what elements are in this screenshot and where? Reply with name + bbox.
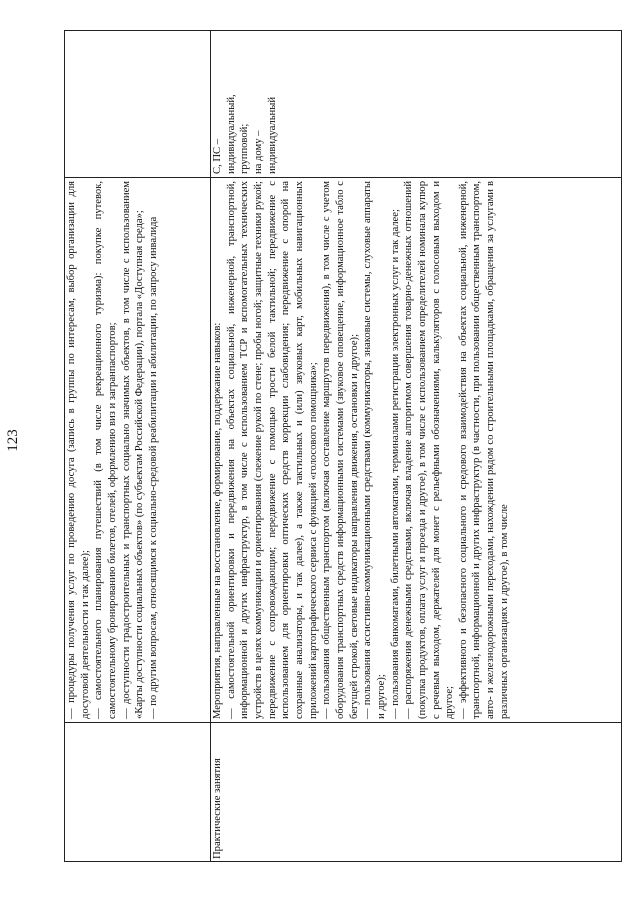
table-row (64, 30, 211, 862)
row1-item: — по другим вопросам, относящимся к социально-средовой реабилитации и абилитации, по запросу инвалида (147, 216, 159, 719)
page-number-text: 123 (4, 429, 21, 452)
row2-form-cell (210, 30, 622, 177)
table-row (210, 30, 622, 862)
form-line: на дому – (252, 130, 264, 174)
form-line: индивидуальный, (225, 94, 237, 174)
row2-item: — пользования банкоматами, билетными автоматами, терминалами регистрации электронных услуг и так далее; (389, 209, 401, 719)
row2-section-cell (210, 722, 622, 862)
rotated-page (64, 30, 622, 862)
row2-item: — пользования общественным транспортом (включая составление маршрутов передвижения), в том числе с учетом оборудования транспортных средств информационными системами (звуковое оповещение, информационное табло с бегущей строкой, световые индикаторы направления движения, остановки и другое); (321, 181, 360, 719)
row2-item: — пользования ассистивно-коммуникационными средствами (коммуникаторы, знаковые системы, слуховые аппараты и другое); (362, 181, 387, 719)
services-table (64, 30, 622, 862)
row2-intro: Мероприятия, направленные на восстановление, формирование, поддержание навыков: (212, 322, 223, 719)
row1-item: — самостоятельного планирования путешествий (в том числе рекреационного туризма): покупке путевок, самостоятельному бронированию билетов, отелей, оформлению виз и загранпаспортов; (93, 181, 118, 719)
form-line: индивидуальный (266, 97, 278, 174)
row2-item: — распоряжения денежными средствами, включая владение алгоритмом совершения товарно-денежных отношений (покупка продуктов, оплата услуг и проезда и другое), в том числе с использованием определителей номинала купюр с речевым выходом, держателей для монет с рельефными обозначениями, калькуляторов с голосовым выходом и другое; (403, 181, 456, 719)
form-line: С, ПС – (212, 138, 223, 174)
row2-content-cell (210, 177, 622, 722)
row2-item: — эффективного и безопасного социального и средового взаимодействия на объектах социальной, инженерной, транспортной, информационной и других инфраструктур (в частности, при пользовании общественным транспортом, авто- и железнодорожными переходами, нахождении рядом со строительными площадками, обращения за услугами в различных организациях и другое), в том числе (457, 181, 510, 719)
row1-item: — процедуры получения услуг по проведению досуга (запись в группы по интересам, выбор организации для досуговой деятельности и так далее); (66, 181, 91, 719)
practical-sessions-label: Практические занятия (212, 758, 223, 859)
row1-form-cell (64, 30, 210, 177)
row1-content-cell (64, 177, 210, 722)
row1-section-cell (64, 722, 210, 862)
form-line: групповой; (239, 123, 251, 174)
page-number (0, 429, 26, 452)
row2-item: — самостоятельной ориентировки и передвижения на объектах социальной, инженерной, транспортной, информационной и других инфраструктур, в том числе с использованием ТСР и вспомогательных технических устройств в целях коммуникации и ориентирования (слежение рукой по стене; пробы ногой; защитные техники рукой; передвижение с сопровождающим; передвижение с помощью трости белой тактильной; передвижение с использованием для ориентировки оптических средств коррекции слабовидения; передвижение с опорой на сохранные анализаторы, и так далее), а также тактильных и (или) звуковых карт, мобильных навигационных приложений картографического сервиса с функцией «голосового помощника»; (225, 181, 319, 719)
row1-item: — доступности градостроительных и транспортных социально значимых объектов, в том числе с использованием «Карты доступности социальных объектов» (по субъектам Российской Федерации), портала «Доступная среда»; (120, 181, 146, 719)
